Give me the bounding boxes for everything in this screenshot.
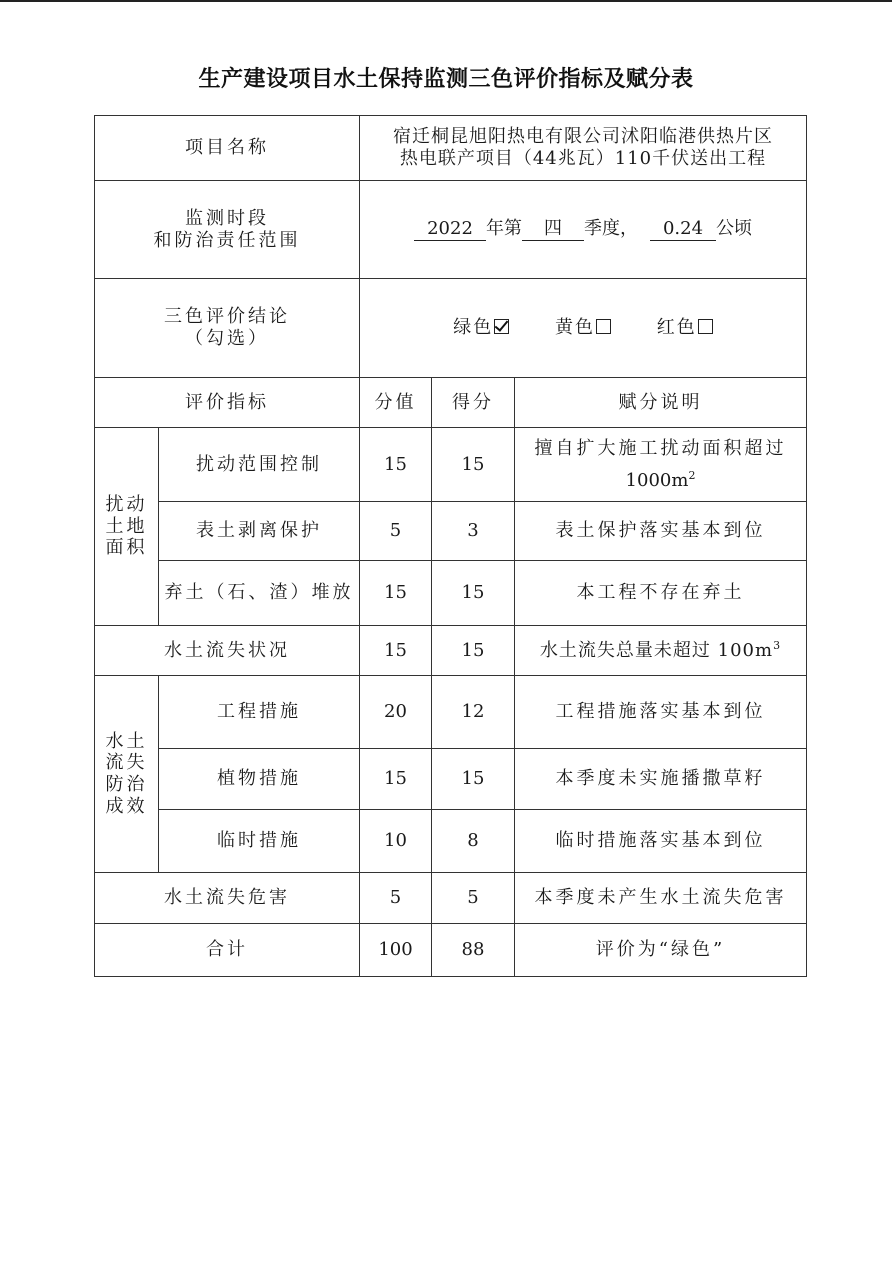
table-row xyxy=(95,502,807,561)
indicator-value: 15 xyxy=(360,749,432,810)
period-area: 0.24 xyxy=(650,218,716,241)
total-description: 评价为“绿色” xyxy=(515,924,807,977)
table-row xyxy=(95,676,807,749)
project-label: 项目名称 xyxy=(95,116,360,181)
indicator-score: 8 xyxy=(432,810,515,873)
period-value xyxy=(360,181,807,279)
indicator-description: 工程措施落实基本到位 xyxy=(515,676,807,749)
period-row xyxy=(95,181,807,279)
total-score: 88 xyxy=(432,924,515,977)
indicator-name: 表土剥离保护 xyxy=(159,502,360,561)
period-label xyxy=(95,181,360,279)
description-superscript: 2 xyxy=(688,468,696,482)
indicator-name: 水土流失状况 xyxy=(95,626,360,676)
indicator-name: 扰动范围控制 xyxy=(159,428,360,502)
indicator-description: 临时措施落实基本到位 xyxy=(515,810,807,873)
indicator-name: 弃土（石、渣）堆放 xyxy=(159,561,360,626)
indicator-score: 5 xyxy=(432,873,515,924)
period-quarter: 四 xyxy=(522,218,584,241)
indicator-value: 20 xyxy=(360,676,432,749)
group-label-line: 防治 xyxy=(105,774,148,795)
option-green[interactable] xyxy=(453,317,509,339)
group-label-line: 水土 xyxy=(105,730,148,752)
indicator-name: 工程措施 xyxy=(159,676,360,749)
table-row xyxy=(95,810,807,873)
description-line1: 擅自扩大施工扰动面积超过 xyxy=(534,437,787,459)
indicator-description: 本季度未实施播撒草籽 xyxy=(515,749,807,810)
description-superscript: 3 xyxy=(773,638,782,652)
option-yellow-label: 黄色 xyxy=(555,317,595,339)
table-row xyxy=(95,873,807,924)
total-label: 合计 xyxy=(95,924,360,977)
option-yellow[interactable] xyxy=(555,317,611,339)
description-line2: 1000m xyxy=(625,469,689,491)
group-label-line: 流失 xyxy=(105,752,148,774)
page-top-border xyxy=(0,0,892,2)
indicator-value: 15 xyxy=(360,428,432,502)
table-row xyxy=(95,749,807,810)
conclusion-label xyxy=(95,279,360,378)
group-label-line: 土地 xyxy=(105,515,148,537)
header-description: 赋分说明 xyxy=(515,378,807,428)
checkbox-empty-icon[interactable] xyxy=(698,319,713,334)
group-label-line: 成效 xyxy=(105,795,148,817)
header-row xyxy=(95,378,807,428)
indicator-score: 15 xyxy=(432,561,515,626)
group-label-line: 扰动 xyxy=(105,494,148,516)
indicator-value: 10 xyxy=(360,810,432,873)
indicator-description xyxy=(515,626,807,676)
description-text: 水土流失总量未超过 100m xyxy=(539,639,774,661)
indicator-value: 15 xyxy=(360,626,432,676)
indicator-score: 12 xyxy=(432,676,515,749)
table-row xyxy=(95,561,807,626)
group-disturbance-label xyxy=(95,428,159,626)
period-area-unit: 公顷 xyxy=(716,218,752,239)
indicator-name: 临时措施 xyxy=(159,810,360,873)
header-score-value: 分值 xyxy=(360,378,432,428)
period-year: 2022 xyxy=(414,218,486,241)
indicator-value: 15 xyxy=(360,561,432,626)
project-row xyxy=(95,116,807,181)
evaluation-table xyxy=(94,115,807,977)
page-title: 生产建设项目水土保持监测三色评价指标及赋分表 xyxy=(198,67,694,92)
option-green-label: 绿色 xyxy=(453,317,494,339)
indicator-name: 植物措施 xyxy=(159,749,360,810)
header-indicator: 评价指标 xyxy=(95,378,360,428)
total-value: 100 xyxy=(360,924,432,977)
checkbox-checked-icon[interactable] xyxy=(494,319,509,334)
indicator-score: 3 xyxy=(432,502,515,561)
conclusion-label-line2: （勾选） xyxy=(185,328,269,349)
total-row xyxy=(95,924,807,977)
option-red[interactable] xyxy=(657,317,713,339)
period-year-suffix: 年第 xyxy=(486,218,522,239)
indicator-score: 15 xyxy=(432,428,515,502)
project-value-line2: 热电联产项目（44兆瓦）110千伏送出工程 xyxy=(399,148,767,169)
group-prevention-label xyxy=(95,676,159,873)
indicator-description: 本工程不存在弃土 xyxy=(515,561,807,626)
conclusion-options xyxy=(360,279,807,378)
indicator-description: 表土保护落实基本到位 xyxy=(515,502,807,561)
indicator-value: 5 xyxy=(360,873,432,924)
table-row xyxy=(95,428,807,502)
indicator-score: 15 xyxy=(432,749,515,810)
indicator-description: 本季度未产生水土流失危害 xyxy=(515,873,807,924)
conclusion-row xyxy=(95,279,807,378)
period-quarter-suffix: 季度， xyxy=(584,218,638,239)
period-label-line1: 监测时段 xyxy=(185,207,269,229)
indicator-score: 15 xyxy=(432,626,515,676)
project-value xyxy=(360,116,807,181)
group-label-line: 面积 xyxy=(105,537,148,559)
table-row xyxy=(95,626,807,676)
indicator-value: 5 xyxy=(360,502,432,561)
project-value-line1: 宿迁桐昆旭阳热电有限公司沭阳临港供热片区 xyxy=(393,126,773,148)
indicator-description xyxy=(515,428,807,502)
period-label-line2: 和防治责任范围 xyxy=(153,229,301,251)
header-score: 得分 xyxy=(432,378,515,428)
conclusion-label-line1: 三色评价结论 xyxy=(164,306,290,328)
checkbox-empty-icon[interactable] xyxy=(596,319,611,334)
indicator-name: 水土流失危害 xyxy=(95,873,360,924)
option-red-label: 红色 xyxy=(656,317,697,339)
